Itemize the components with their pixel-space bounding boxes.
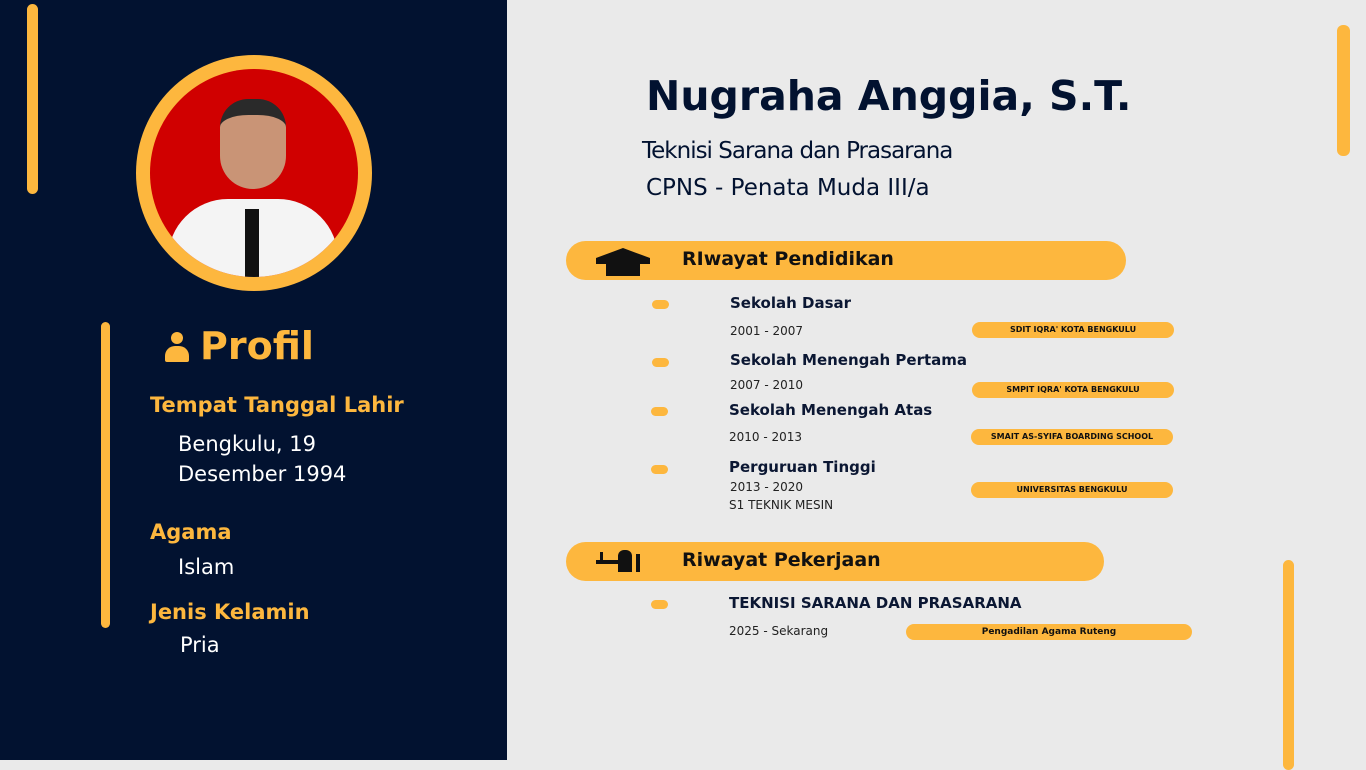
- profile-photo: [136, 55, 372, 291]
- decorative-bar: [27, 4, 38, 194]
- education-years: 2010 - 2013: [729, 430, 803, 444]
- job-title: Teknisi Sarana dan Prasarana: [642, 138, 953, 164]
- graduation-cap-icon: [596, 248, 650, 276]
- school-badge: SMAIT AS-SYIFA BOARDING SCHOOL: [971, 429, 1173, 445]
- full-name: Nugraha Anggia, S.T.: [646, 72, 1132, 120]
- decorative-bar: [101, 322, 110, 628]
- education-header: [566, 241, 1126, 280]
- education-title: RIwayat Pendidikan: [682, 248, 894, 270]
- profile-title: Profil: [200, 324, 314, 368]
- education-major: S1 TEKNIK MESIN: [729, 498, 834, 512]
- gender-value: Pria: [180, 633, 220, 657]
- gender-label: Jenis Kelamin: [150, 600, 310, 624]
- desk-worker-icon: [596, 548, 642, 576]
- work-header: [566, 542, 1104, 581]
- religion-value: Islam: [178, 555, 235, 579]
- school-badge: UNIVERSITAS BENGKULU: [971, 482, 1173, 498]
- education-level: Sekolah Dasar: [730, 294, 852, 312]
- birth-label: Tempat Tanggal Lahir: [150, 393, 404, 417]
- education-years: 2013 - 2020: [730, 480, 804, 494]
- decorative-bar: [1337, 25, 1350, 156]
- education-level: Sekolah Menengah Atas: [729, 401, 933, 419]
- school-badge: SDIT IQRA' KOTA BENGKULU: [972, 322, 1174, 338]
- education-level: Perguruan Tinggi: [729, 458, 876, 476]
- education-years: 2007 - 2010: [730, 378, 804, 392]
- birth-value-2: Desember 1994: [178, 462, 347, 486]
- work-years: 2025 - Sekarang: [729, 624, 829, 638]
- workplace-badge: Pengadilan Agama Ruteng: [906, 624, 1192, 640]
- work-role: TEKNISI SARANA DAN PRASARANA: [729, 594, 1022, 612]
- education-level: Sekolah Menengah Pertama: [730, 351, 968, 369]
- person-icon: [165, 330, 189, 364]
- birth-value-1: Bengkulu, 19: [178, 432, 317, 456]
- religion-label: Agama: [150, 520, 232, 544]
- decorative-bar: [1283, 560, 1294, 770]
- work-title: Riwayat Pekerjaan: [682, 549, 881, 571]
- school-badge: SMPIT IQRA' KOTA BENGKULU: [972, 382, 1174, 398]
- education-years: 2001 - 2007: [730, 324, 804, 338]
- employment-status: CPNS - Penata Muda III/a: [646, 175, 930, 201]
